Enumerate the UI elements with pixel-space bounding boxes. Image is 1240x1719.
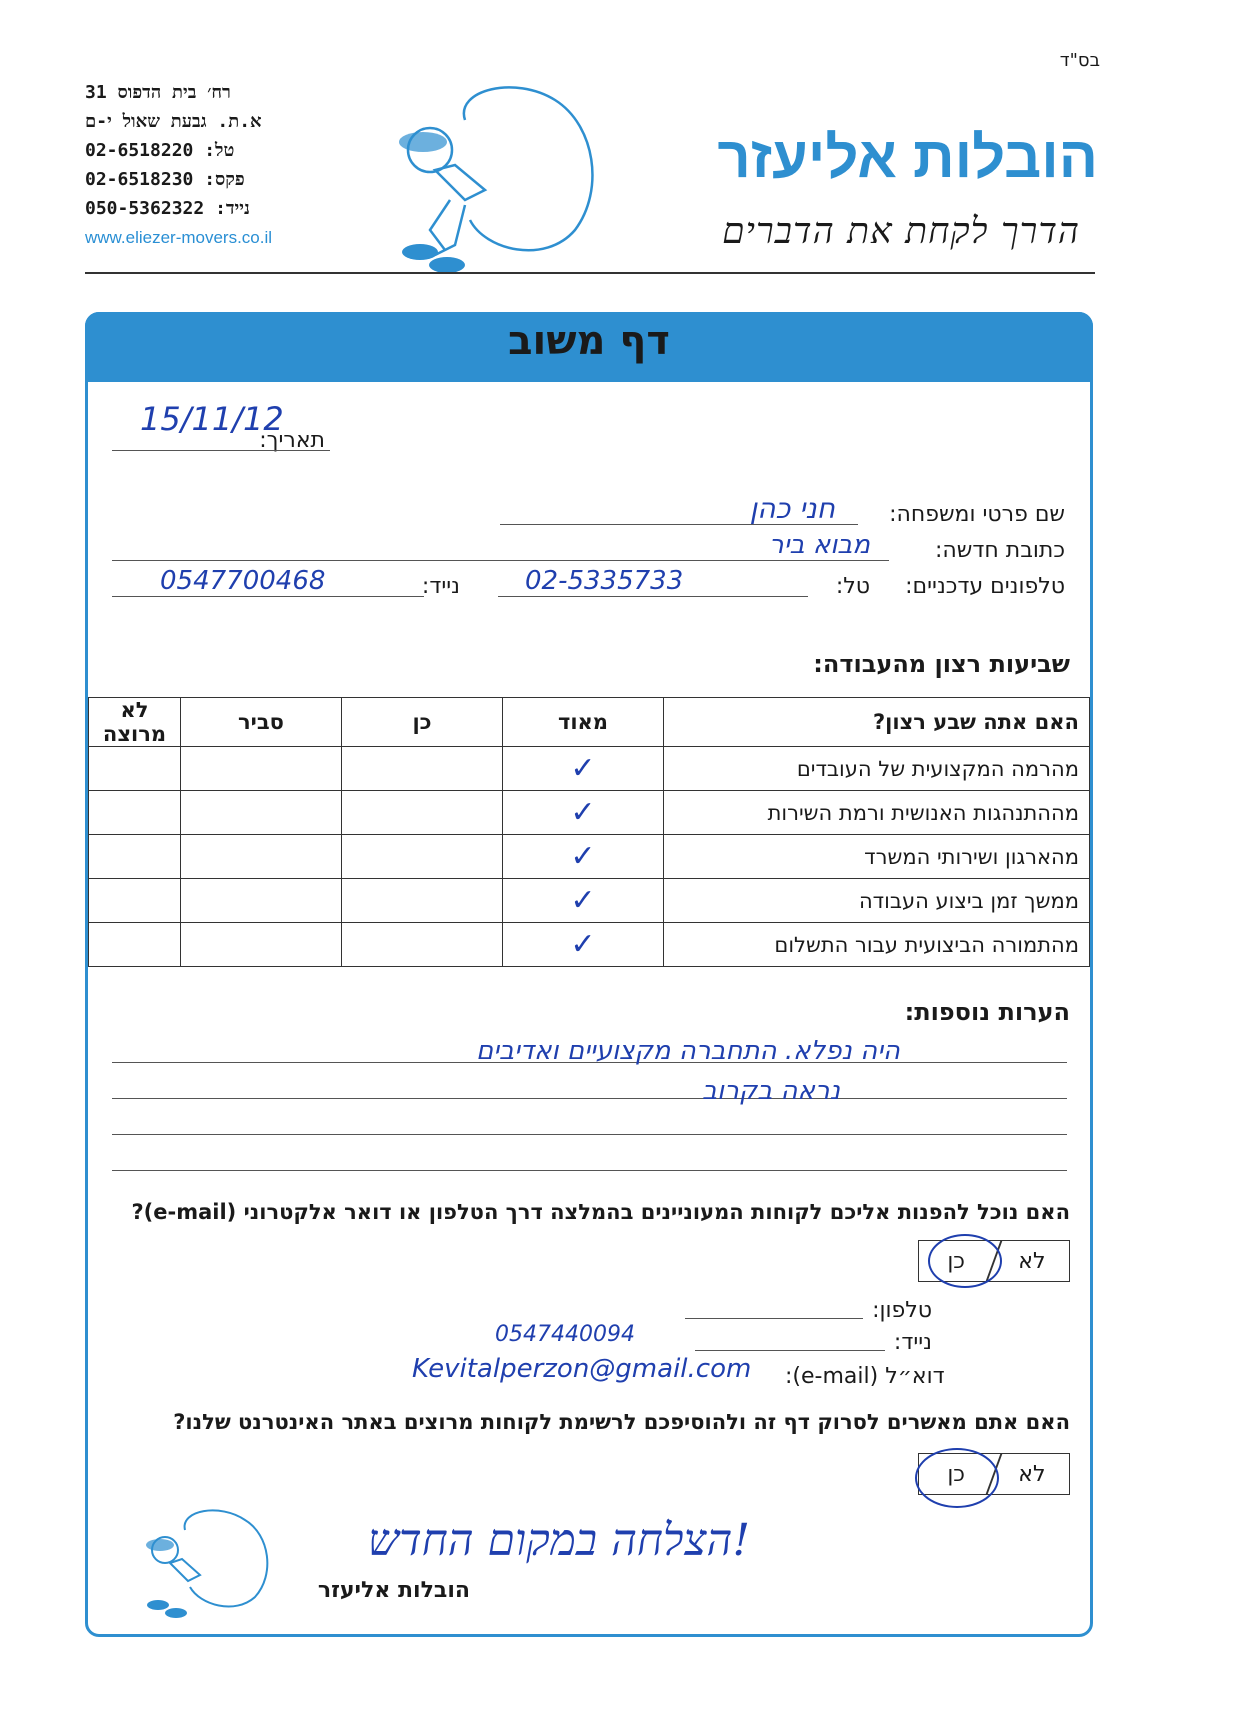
question-cell: מהתמורה הביצועית עבור התשלום	[664, 923, 1090, 967]
mover-mascot-icon	[395, 80, 615, 280]
empty-cell[interactable]	[342, 791, 503, 835]
date-line	[112, 450, 330, 451]
date-label: תאריך:	[259, 428, 325, 453]
question-cell: מהארגון ושירותי המשרד	[664, 835, 1090, 879]
notes-line-2	[112, 1098, 1067, 1099]
company-logo-title: הובלות אליעזר	[717, 125, 1098, 190]
referral-phone-line	[685, 1318, 863, 1319]
empty-cell[interactable]	[89, 923, 181, 967]
check-cell[interactable]: ✓	[503, 879, 664, 923]
satisfaction-table	[88, 697, 1090, 967]
contact-block	[85, 78, 310, 252]
name-label: שם פרטי ומשפחה:	[889, 502, 1065, 527]
column-header: כן	[342, 698, 503, 747]
check-cell[interactable]: ✓	[503, 835, 664, 879]
table-row	[89, 879, 1090, 923]
empty-cell[interactable]	[342, 835, 503, 879]
header-divider	[85, 272, 1095, 274]
empty-cell[interactable]	[89, 747, 181, 791]
column-header: לא מרוצה	[89, 698, 181, 747]
contact-fax: פקס: 02-6518230	[85, 169, 245, 190]
address-line	[112, 560, 889, 561]
empty-cell[interactable]	[89, 791, 181, 835]
empty-cell[interactable]	[181, 747, 342, 791]
question-cell: מההתנהגות האנושית ורמת השירות	[664, 791, 1090, 835]
mobile-line	[112, 596, 424, 597]
empty-cell[interactable]	[342, 747, 503, 791]
referral-phone-label: טלפון:	[872, 1298, 932, 1323]
address-label: כתובת חדשה:	[934, 538, 1065, 563]
notes-line-3	[112, 1134, 1067, 1135]
column-header: סביר	[181, 698, 342, 747]
phones-label: טלפונים עדכניים:	[905, 574, 1065, 599]
consent-yes-option[interactable]: כן	[947, 1461, 965, 1487]
empty-cell[interactable]	[181, 791, 342, 835]
phone-line	[498, 596, 808, 597]
question-cell: ממשך זמן ביצוע העבודה	[664, 879, 1090, 923]
phone-label: טל:	[835, 574, 870, 599]
empty-cell[interactable]	[181, 835, 342, 879]
referral-no-option[interactable]: לא	[1018, 1248, 1046, 1274]
notes-line-4	[112, 1170, 1067, 1171]
empty-cell[interactable]	[342, 879, 503, 923]
contact-area: א.ת. גבעת שאול י-ם	[85, 111, 262, 132]
empty-cell[interactable]	[342, 923, 503, 967]
address-value[interactable]: מבוא ביר	[769, 530, 870, 560]
contact-mobile: נייד: 050-5362322	[85, 198, 250, 219]
question-cell: מהרמה המקצועית של העובדים	[664, 747, 1090, 791]
table-row	[89, 747, 1090, 791]
satisfaction-heading: שביעות רצון מהעבודה:	[813, 650, 1070, 678]
consent-no-option[interactable]: לא	[1018, 1461, 1046, 1487]
check-cell[interactable]: ✓	[503, 923, 664, 967]
company-website[interactable]: www.eliezer-movers.co.il	[85, 228, 273, 247]
referral-yes-circle-icon	[928, 1234, 1002, 1288]
mobile-value[interactable]: 0547700468	[160, 566, 326, 596]
mobile-label: נייד:	[421, 574, 460, 599]
consent-question: האם אתם מאשרים לסרוק דף זה ולהוסיפכם לרשימת לקוחות מרוצים באתר האינטרנט שלנו?	[173, 1410, 1070, 1434]
name-value[interactable]: חני כהן	[749, 492, 835, 525]
notes-text-2[interactable]: נראה בקרוב	[702, 1076, 840, 1106]
footer-greeting: !הצלחה במקום החדש	[367, 1515, 750, 1566]
column-header: האם אתה שבע רצון?	[664, 698, 1090, 747]
bsd-mark: בס"ד	[1059, 50, 1100, 71]
phone-value[interactable]: 02-5335733	[525, 566, 684, 596]
referral-question: האם נוכל להפנות אליכם לקוחות המעוניינים בהמלצה דרך הטלפון או דואר אלקטרוני (e-mail)?	[131, 1200, 1070, 1224]
empty-cell[interactable]	[181, 879, 342, 923]
consent-yes-circle-icon	[915, 1448, 999, 1508]
company-slogan: הדרך לקחת את הדברים	[722, 211, 1080, 252]
contact-address: רח׳ בית הדפוס 31	[85, 82, 231, 103]
referral-yes-option[interactable]: כן	[947, 1248, 965, 1274]
empty-cell[interactable]	[89, 835, 181, 879]
date-value[interactable]: 15/11/12	[140, 400, 284, 438]
table-row	[89, 791, 1090, 835]
empty-cell[interactable]	[181, 923, 342, 967]
footer-company: הובלות אליעזר	[317, 1578, 470, 1603]
contact-phone: טל: 02-6518220	[85, 140, 235, 161]
check-cell[interactable]: ✓	[503, 791, 664, 835]
notes-text-1[interactable]: היה נפלא. התחברה מקצועיים ואדיבים	[475, 1036, 900, 1066]
form-title: דף משוב	[508, 318, 670, 364]
check-cell[interactable]: ✓	[503, 747, 664, 791]
table-row	[89, 835, 1090, 879]
empty-cell[interactable]	[89, 879, 181, 923]
referral-mobile-line	[695, 1350, 885, 1351]
mover-mascot-small-icon	[140, 1505, 270, 1620]
referral-email-value[interactable]: Kevitalperzon@gmail.com	[412, 1354, 752, 1384]
table-row	[89, 923, 1090, 967]
referral-mobile-label: נייד:	[893, 1330, 932, 1355]
column-header: מאוד	[503, 698, 664, 747]
referral-mobile-value[interactable]: 0547440094	[495, 1322, 635, 1347]
referral-email-label: דוא״ל (e-mail):	[785, 1364, 945, 1389]
table-header-row	[89, 698, 1090, 747]
notes-heading: הערות נוספות:	[904, 998, 1070, 1026]
